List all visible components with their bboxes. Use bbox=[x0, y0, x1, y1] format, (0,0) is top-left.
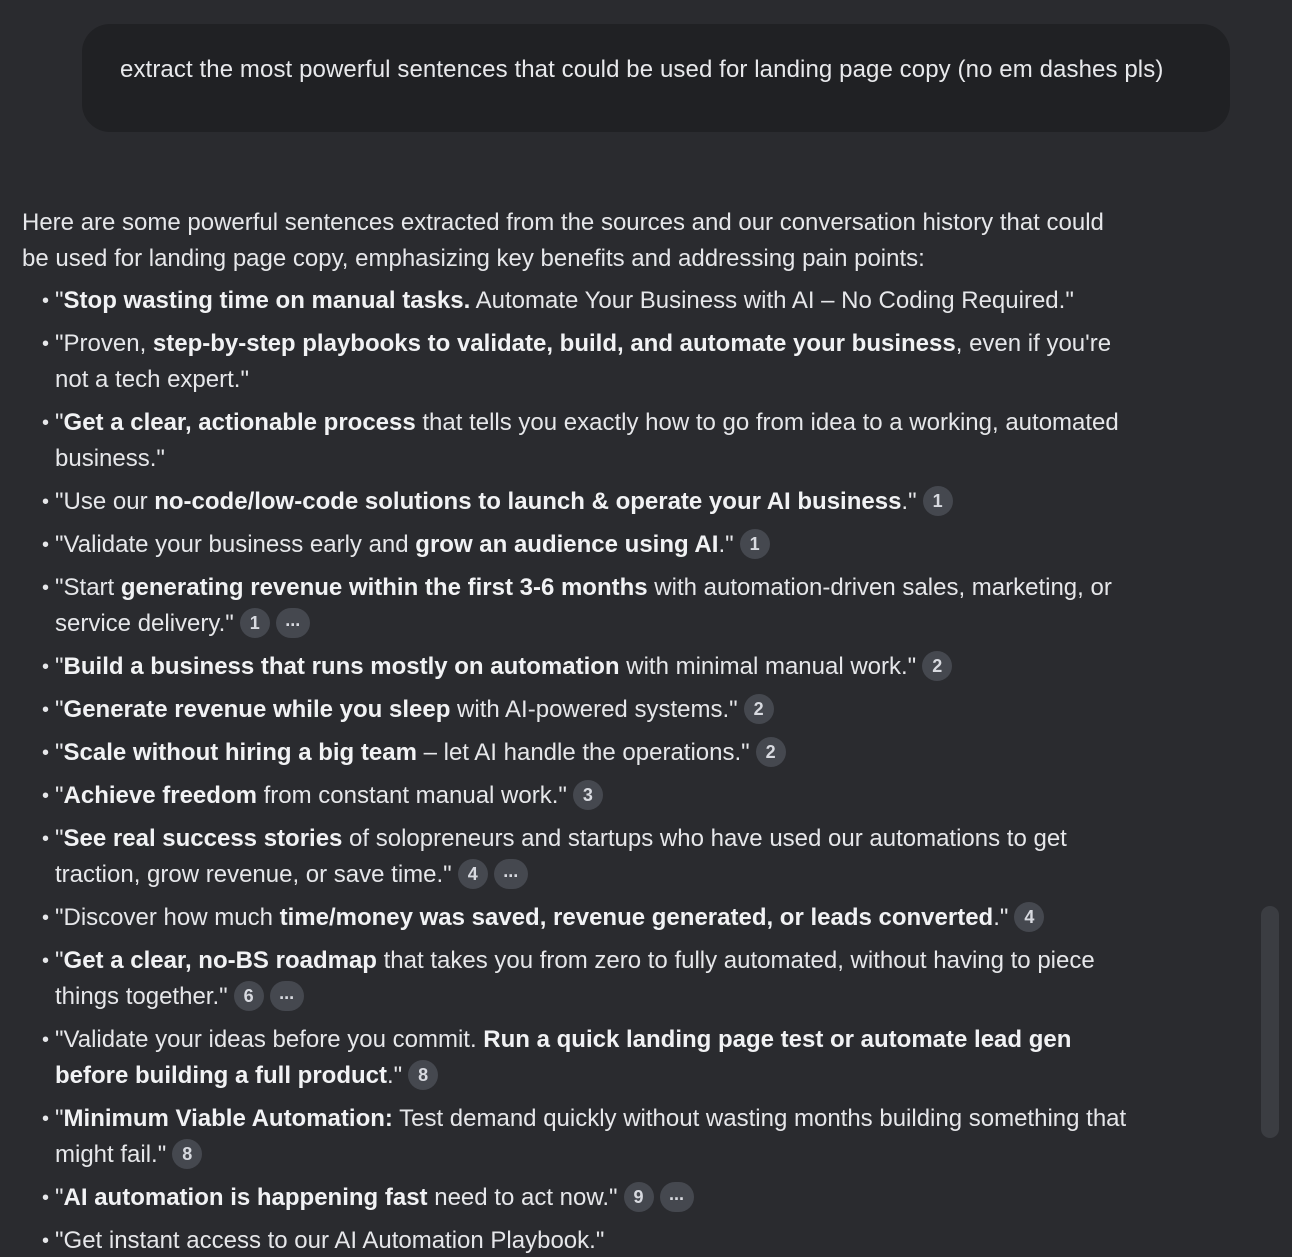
emphasized-text: Minimum Viable Automation: bbox=[63, 1105, 393, 1132]
emphasized-text: Get a clear, actionable process bbox=[63, 409, 416, 436]
list-item bbox=[22, 1101, 1132, 1173]
item-text: " bbox=[55, 653, 64, 680]
bullet-icon: • bbox=[42, 412, 50, 434]
list-item bbox=[22, 527, 1132, 563]
list-item bbox=[22, 649, 1132, 685]
item-text: "Discover how much bbox=[55, 904, 280, 931]
item-text: that tells you exactly how to go from idea to a working, automated business." bbox=[55, 409, 1119, 472]
citation-chip[interactable]: 2 bbox=[744, 694, 774, 724]
emphasized-text: no-code/low-code solutions to launch & operate your AI business bbox=[154, 488, 902, 515]
item-text: " bbox=[55, 1184, 64, 1211]
citation-chip[interactable]: 3 bbox=[573, 780, 603, 810]
item-text: " bbox=[55, 1105, 64, 1132]
emphasized-text: Get a clear, no-BS roadmap bbox=[63, 947, 377, 974]
list-item bbox=[22, 821, 1132, 893]
more-citations-button[interactable]: ... bbox=[270, 981, 304, 1011]
citation-chip[interactable]: 1 bbox=[740, 529, 770, 559]
item-text: that takes you from zero to fully automated, without having to piece things together." bbox=[55, 947, 1095, 1010]
list-item bbox=[22, 1022, 1132, 1094]
emphasized-text: AI automation is happening fast bbox=[63, 1184, 428, 1211]
item-text: from constant manual work." bbox=[256, 782, 567, 809]
emphasized-text: time/money was saved, revenue generated, or leads converted bbox=[279, 904, 994, 931]
more-citations-button[interactable]: ... bbox=[660, 1182, 694, 1212]
item-text: with minimal manual work." bbox=[619, 653, 917, 680]
item-text: " bbox=[55, 782, 64, 809]
bullet-icon: • bbox=[42, 534, 50, 556]
bullet-icon: • bbox=[42, 785, 50, 807]
bullet-icon: • bbox=[42, 699, 50, 721]
bullet-icon: • bbox=[42, 1108, 50, 1130]
item-text: – let AI handle the operations." bbox=[416, 739, 750, 766]
item-text: ." bbox=[718, 531, 734, 558]
citation-chip[interactable]: 4 bbox=[458, 859, 488, 889]
item-text: ." bbox=[993, 904, 1009, 931]
bullet-icon: • bbox=[42, 950, 50, 972]
list-item bbox=[22, 570, 1132, 642]
item-text: ." bbox=[386, 1062, 403, 1089]
emphasized-text: Stop wasting time on manual tasks. bbox=[63, 287, 471, 314]
emphasized-text: step-by-step playbooks to validate, build, and automate your business bbox=[152, 330, 956, 357]
bullet-icon: • bbox=[42, 577, 50, 599]
emphasized-text: Build a business that runs mostly on automation bbox=[63, 653, 620, 680]
bullet-icon: • bbox=[42, 290, 50, 312]
item-text: "Proven, bbox=[55, 330, 153, 357]
citation-chip[interactable]: 2 bbox=[756, 737, 786, 767]
bullet-icon: • bbox=[42, 333, 50, 355]
bullet-icon: • bbox=[42, 491, 50, 513]
item-text: " bbox=[55, 947, 64, 974]
bullet-icon: • bbox=[42, 907, 50, 929]
list-item bbox=[22, 778, 1132, 814]
emphasized-text: Run a quick landing page test or automate lead gen before building a full product bbox=[55, 1026, 1072, 1089]
item-text: need to act now." bbox=[427, 1184, 618, 1211]
bullet-icon: • bbox=[42, 656, 50, 678]
user-message-text: extract the most powerful sentences that could be used for landing page copy (no em dashes pls) bbox=[120, 56, 1164, 83]
emphasized-text: See real success stories bbox=[63, 825, 343, 852]
citation-chip[interactable]: 8 bbox=[172, 1139, 202, 1169]
list-item bbox=[22, 1223, 1132, 1257]
list-item bbox=[22, 1180, 1132, 1216]
citation-chip[interactable]: 6 bbox=[234, 981, 264, 1011]
user-message-bubble bbox=[82, 24, 1230, 132]
citation-chip[interactable]: 9 bbox=[624, 1182, 654, 1212]
item-text: " bbox=[55, 825, 64, 852]
item-text: " bbox=[55, 739, 64, 766]
item-text: , even if you're not a tech expert." bbox=[55, 330, 1112, 393]
item-text: Automate Your Business with AI – No Coding Required." bbox=[470, 287, 1074, 314]
item-text: "Validate your business early and bbox=[55, 531, 416, 558]
scrollbar-thumb[interactable] bbox=[1261, 906, 1279, 1138]
list-item bbox=[22, 900, 1132, 936]
emphasized-text: Achieve freedom bbox=[63, 782, 257, 809]
more-citations-button[interactable]: ... bbox=[494, 859, 528, 889]
bullet-icon: • bbox=[42, 1187, 50, 1209]
item-text: " bbox=[55, 409, 64, 436]
item-text: " bbox=[55, 287, 64, 314]
item-text: "Validate your ideas before you commit. bbox=[55, 1026, 484, 1053]
emphasized-text: generating revenue within the first 3-6 months bbox=[120, 574, 648, 601]
item-text: ." bbox=[901, 488, 917, 515]
citation-chip[interactable]: 4 bbox=[1014, 902, 1044, 932]
item-text: Test demand quickly without wasting months building something that might fail." bbox=[55, 1105, 1127, 1168]
bullet-icon: • bbox=[42, 742, 50, 764]
bullet-icon: • bbox=[42, 1029, 50, 1051]
item-text: of solopreneurs and startups who have used our automations to get traction, grow revenue, or save time." bbox=[55, 825, 1067, 888]
citation-chip[interactable]: 1 bbox=[240, 608, 270, 638]
copy-sentence-list bbox=[22, 283, 1132, 1257]
response-intro: Here are some powerful sentences extracted from the sources and our conversation history that could be used for landing page copy, emphasizing key benefits and addressing pain points: bbox=[22, 209, 1104, 272]
list-item bbox=[22, 326, 1132, 398]
list-item bbox=[22, 283, 1132, 319]
item-text: with automation-driven sales, marketing, or service delivery." bbox=[55, 574, 1112, 637]
citation-chip[interactable]: 1 bbox=[923, 486, 953, 516]
list-item bbox=[22, 484, 1132, 520]
list-item bbox=[22, 692, 1132, 728]
item-text: with AI-powered systems." bbox=[450, 696, 738, 723]
emphasized-text: Scale without hiring a big team bbox=[63, 739, 417, 766]
more-citations-button[interactable]: ... bbox=[276, 608, 310, 638]
bullet-icon: • bbox=[42, 828, 50, 850]
item-text: "Get instant access to our AI Automation Playbook." bbox=[55, 1227, 605, 1254]
item-text: "Use our bbox=[55, 488, 155, 515]
item-text: " bbox=[55, 696, 64, 723]
bullet-icon: • bbox=[42, 1230, 50, 1252]
emphasized-text: Generate revenue while you sleep bbox=[63, 696, 451, 723]
list-item bbox=[22, 405, 1132, 477]
item-text: "Start bbox=[55, 574, 121, 601]
citation-chip[interactable]: 8 bbox=[408, 1060, 438, 1090]
citation-chip[interactable]: 2 bbox=[922, 651, 952, 681]
list-item bbox=[22, 943, 1132, 1015]
emphasized-text: grow an audience using AI bbox=[415, 531, 719, 558]
list-item bbox=[22, 735, 1132, 771]
assistant-response bbox=[22, 205, 1132, 1257]
